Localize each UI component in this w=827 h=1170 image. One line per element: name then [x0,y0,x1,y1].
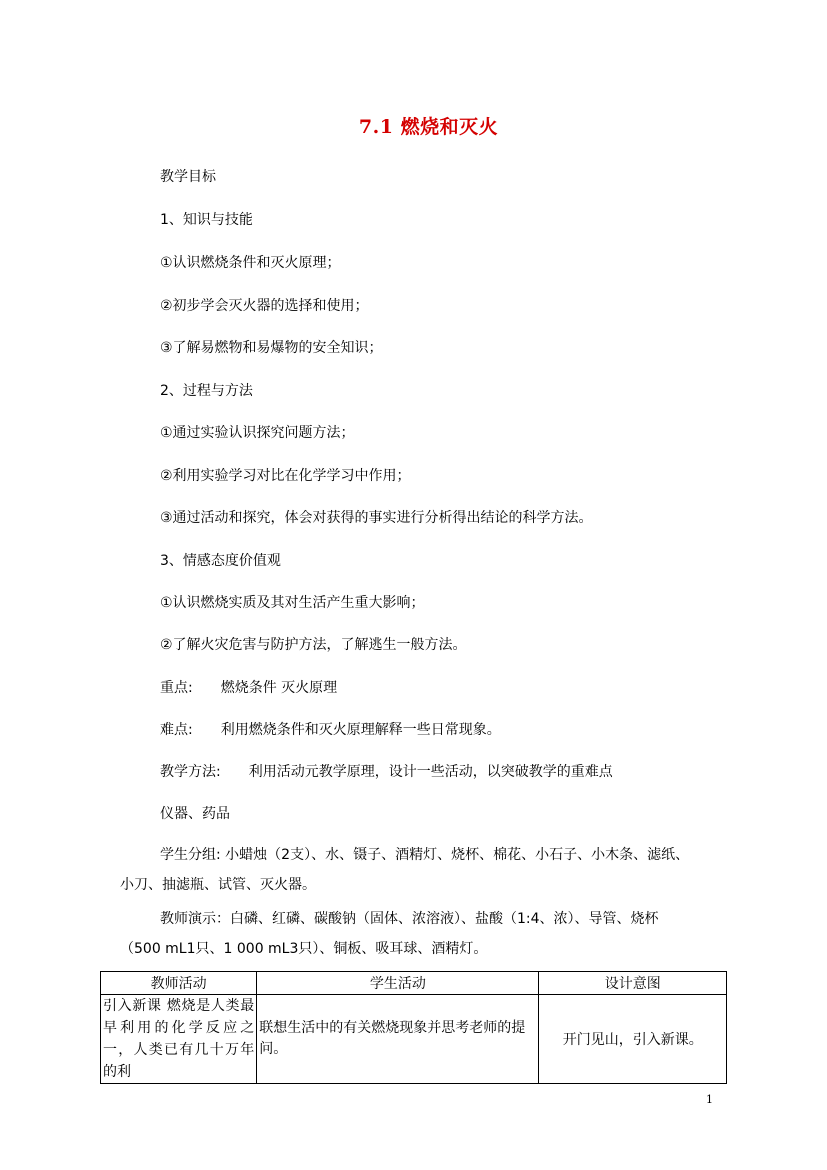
key-point [160,677,337,697]
process-item-2: ②利用实验学习对比在化学学习中作用； [160,468,411,484]
header-teacher-activity: 教师活动 [101,972,257,995]
process-heading: 2、过程与方法 [160,383,253,399]
difficulty [160,719,501,739]
document-title: 7.1 燃烧和灭火 [358,116,499,138]
knowledge-item-1: ①认识燃烧条件和灭火原理； [160,255,341,271]
difficulty-label: 难点: [160,722,193,738]
header-design-intent: 设计意图 [539,972,727,995]
student-group-line-1: 学生分组: 小蜡烛（2支）、水、镊子、酒精灯、烧杯、棉花、小石子、小木条、滤纸、 [160,847,690,863]
student-group-paragraph [120,840,720,900]
cell-design-intent: 开门见山，引入新课。 [539,995,727,1084]
teacher-demo-line-1: 教师演示：白磷、红磷、碳酸钠（固体、浓溶液）、盐酸（1:4、浓）、导管、烧杯 [160,911,659,927]
process-item-1: ①通过实验认识探究问题方法； [160,425,355,441]
objectives-heading: 教学目标 [160,169,216,185]
page-number: 1 [706,1093,713,1106]
header-student-activity: 学生活动 [257,972,539,995]
emotion-heading: 3、情感态度价值观 [160,553,281,569]
difficulty-value: 利用燃烧条件和灭火原理解释一些日常现象。 [220,722,501,738]
knowledge-heading: 1、知识与技能 [160,212,253,228]
key-point-label: 重点: [160,680,193,696]
emotion-item-2: ②了解火灾危害与防护方法，了解逃生一般方法。 [160,637,467,653]
emotion-item-1: ①认识燃烧实质及其对生活产生重大影响； [160,595,425,611]
teaching-method [160,761,613,781]
method-label: 教学方法: [160,764,221,780]
teacher-demo-paragraph [120,904,720,964]
teacher-demo-line-2: （500 mL1只、1 000 mL3只）、铜板、吸耳球、酒精灯。 [120,941,488,957]
key-point-value: 燃烧条件 灭火原理 [220,680,338,696]
equipment-heading: 仪器、药品 [160,806,230,822]
cell-teacher-activity: 引入新课 燃烧是人类最早利用的化学反应之一，人类已有几十万年的利 [101,995,257,1084]
knowledge-item-3: ③了解易燃物和易爆物的安全知识； [160,340,383,356]
method-value: 利用活动元教学原理，设计一些活动，以突破教学的重难点 [248,764,613,780]
activity-table [100,971,727,1084]
table-row [101,995,727,1084]
cell-student-activity: 联想生活中的有关燃烧现象并思考老师的提问。 [257,995,539,1084]
table-header-row [101,972,727,995]
process-item-3: ③通过活动和探究，体会对获得的事实进行分析得出结论的科学方法。 [160,510,593,526]
knowledge-item-2: ②初步学会灭火器的选择和使用； [160,298,369,314]
student-group-line-2: 小刀、抽滤瓶、试管、灭火器。 [120,877,316,893]
